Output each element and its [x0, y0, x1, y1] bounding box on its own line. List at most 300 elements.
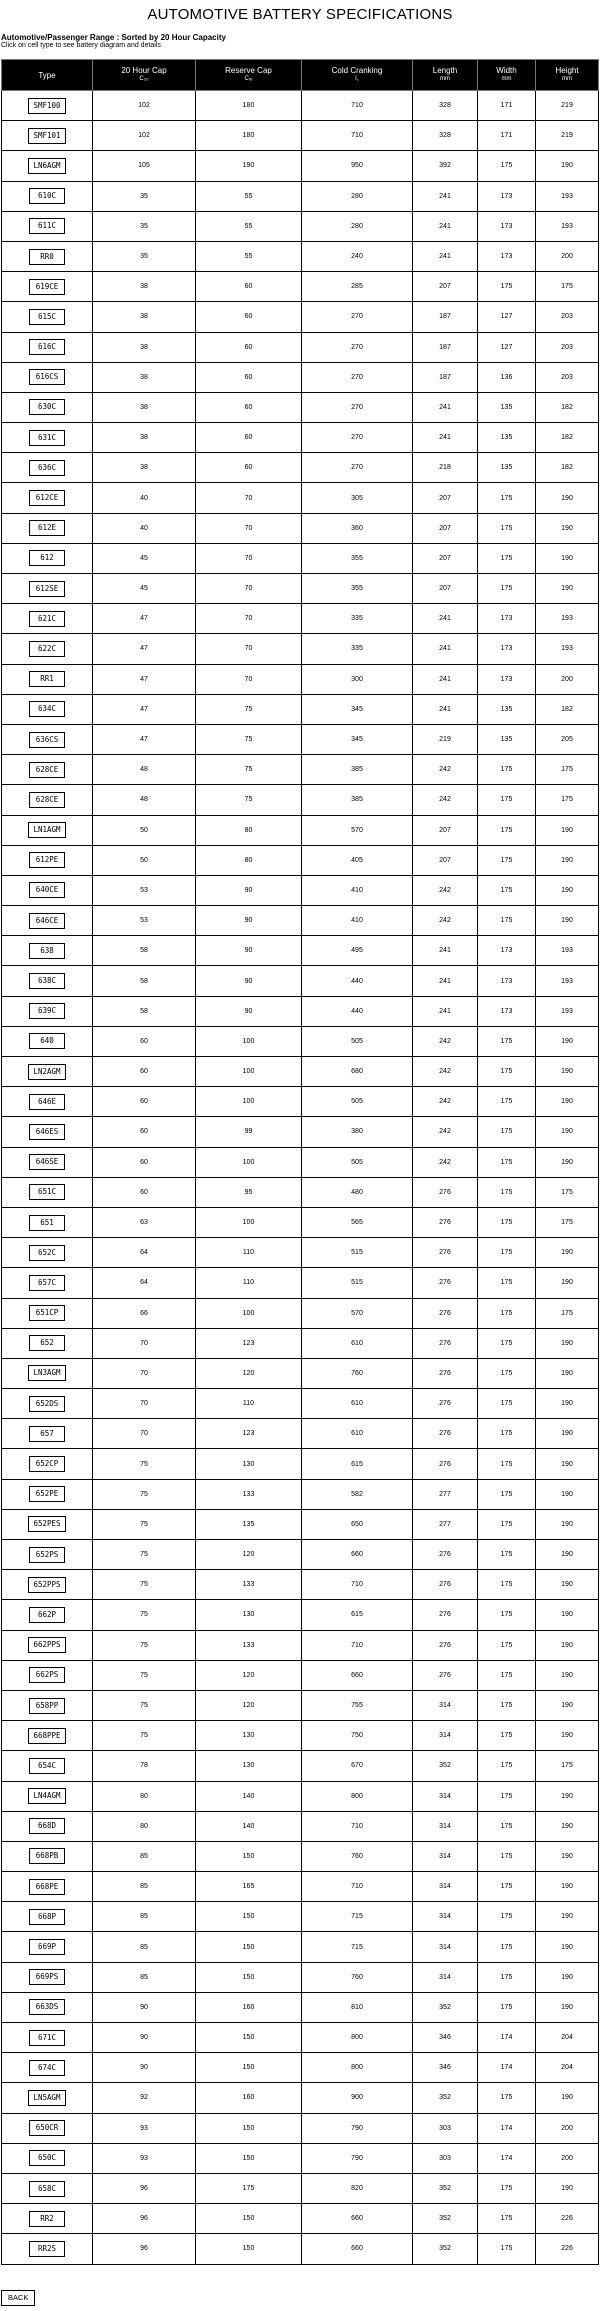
cell-capacity-20h: 85 — [93, 1902, 196, 1932]
cell-type — [2, 1660, 93, 1690]
cell-cold-cranking: 335 — [302, 634, 413, 664]
column-header-unit: C₂₀ — [139, 76, 149, 82]
cell-length: 314 — [413, 1721, 478, 1751]
battery-type-button[interactable]: 652DS — [29, 1396, 65, 1412]
cell-cold-cranking: 582 — [302, 1479, 413, 1509]
battery-type-button[interactable]: 671C — [29, 2030, 65, 2046]
cell-cold-cranking: 495 — [302, 936, 413, 966]
battery-type-button[interactable]: 612E — [29, 520, 65, 536]
table-row — [2, 1449, 599, 1479]
table-row — [2, 1057, 599, 1087]
table-row — [2, 664, 599, 694]
cell-type — [2, 1872, 93, 1902]
battery-type-button[interactable]: RR1 — [29, 671, 65, 687]
battery-type-button[interactable]: 612 — [29, 550, 65, 566]
cell-height: 190 — [536, 1841, 599, 1871]
battery-type-button[interactable]: 631C — [29, 430, 65, 446]
cell-reserve-cap: 60 — [196, 302, 302, 332]
table-row — [2, 1630, 599, 1660]
cell-type — [2, 1781, 93, 1811]
table-row — [2, 1389, 599, 1419]
battery-type-button[interactable]: 636C — [29, 460, 65, 476]
battery-type-button[interactable]: 652CP — [29, 1456, 65, 1472]
battery-type-button[interactable]: 610C — [29, 188, 65, 204]
cell-height: 190 — [536, 513, 599, 543]
table-row — [2, 1872, 599, 1902]
table-row — [2, 1117, 599, 1147]
cell-cold-cranking: 285 — [302, 272, 413, 302]
cell-length: 276 — [413, 1389, 478, 1419]
cell-length: 242 — [413, 785, 478, 815]
cell-capacity-20h: 35 — [93, 241, 196, 271]
cell-type — [2, 815, 93, 845]
cell-width: 175 — [478, 1147, 536, 1177]
cell-height: 200 — [536, 2143, 599, 2173]
cell-type — [2, 1509, 93, 1539]
cell-capacity-20h: 38 — [93, 332, 196, 362]
cell-height: 190 — [536, 845, 599, 875]
cell-height: 190 — [536, 875, 599, 905]
cell-cold-cranking: 565 — [302, 1207, 413, 1237]
cell-height: 190 — [536, 1540, 599, 1570]
cell-width: 175 — [478, 2083, 536, 2113]
cell-type — [2, 1932, 93, 1962]
battery-type-button[interactable]: 646ES — [29, 1124, 65, 1140]
cell-reserve-cap: 133 — [196, 1630, 302, 1660]
cell-cold-cranking: 385 — [302, 755, 413, 785]
battery-type-button[interactable]: 640CE — [29, 882, 65, 898]
cell-width: 175 — [478, 1962, 536, 1992]
cell-type — [2, 1902, 93, 1932]
cell-cold-cranking: 515 — [302, 1238, 413, 1268]
cell-cold-cranking: 270 — [302, 302, 413, 332]
cell-length: 352 — [413, 2173, 478, 2203]
cell-capacity-20h: 85 — [93, 1872, 196, 1902]
cell-capacity-20h: 63 — [93, 1207, 196, 1237]
table-row — [2, 1660, 599, 1690]
table-row — [2, 423, 599, 453]
cell-capacity-20h: 85 — [93, 1841, 196, 1871]
cell-reserve-cap: 133 — [196, 1479, 302, 1509]
table-row — [2, 1268, 599, 1298]
battery-type-button[interactable]: 652 — [29, 1335, 65, 1351]
table-row — [2, 694, 599, 724]
cell-cold-cranking: 240 — [302, 241, 413, 271]
battery-type-button[interactable]: 662P — [29, 1607, 65, 1623]
cell-length: 352 — [413, 1751, 478, 1781]
battery-type-button[interactable]: 663DS — [29, 1999, 65, 2015]
cell-cold-cranking: 755 — [302, 1690, 413, 1720]
cell-height: 190 — [536, 1630, 599, 1660]
cell-height: 190 — [536, 1419, 599, 1449]
battery-type-button[interactable]: 669PS — [29, 1969, 65, 1985]
cell-width: 175 — [478, 755, 536, 785]
column-header-length — [413, 60, 478, 91]
column-header-width — [478, 60, 536, 91]
battery-type-button[interactable]: 640 — [29, 1033, 65, 1049]
cell-reserve-cap: 95 — [196, 1177, 302, 1207]
cell-length: 241 — [413, 604, 478, 634]
battery-type-button[interactable]: 668P — [29, 1909, 65, 1925]
cell-width: 175 — [478, 272, 536, 302]
table-row — [2, 875, 599, 905]
cell-width: 175 — [478, 1600, 536, 1630]
cell-width: 171 — [478, 91, 536, 121]
battery-type-button[interactable]: 622C — [29, 641, 65, 657]
cell-cold-cranking: 710 — [302, 1872, 413, 1902]
cell-type — [2, 1358, 93, 1388]
battery-type-button[interactable]: 616C — [29, 339, 65, 355]
cell-height: 175 — [536, 785, 599, 815]
cell-capacity-20h: 70 — [93, 1358, 196, 1388]
cell-reserve-cap: 100 — [196, 1147, 302, 1177]
table-row — [2, 1902, 599, 1932]
cell-capacity-20h: 38 — [93, 362, 196, 392]
cell-cold-cranking: 610 — [302, 1419, 413, 1449]
battery-type-button[interactable]: 638 — [29, 943, 65, 959]
cell-reserve-cap: 60 — [196, 392, 302, 422]
battery-type-button[interactable]: 668PPE — [28, 1728, 65, 1744]
battery-type-button[interactable]: 612SE — [29, 581, 65, 597]
battery-type-button[interactable]: 646SE — [29, 1154, 65, 1170]
cell-capacity-20h: 48 — [93, 785, 196, 815]
cell-width: 173 — [478, 181, 536, 211]
column-header-label: Cold Cranking — [331, 66, 383, 75]
cell-width: 175 — [478, 906, 536, 936]
battery-type-button[interactable]: 651 — [29, 1215, 65, 1231]
cell-capacity-20h: 96 — [93, 2173, 196, 2203]
cell-width: 173 — [478, 634, 536, 664]
cell-cold-cranking: 715 — [302, 1902, 413, 1932]
battery-type-button[interactable]: 654C — [29, 1758, 65, 1774]
cell-reserve-cap: 133 — [196, 1570, 302, 1600]
cell-reserve-cap: 100 — [196, 1026, 302, 1056]
battery-type-button[interactable]: 611C — [29, 218, 65, 234]
cell-width: 175 — [478, 1117, 536, 1147]
battery-type-button[interactable]: RR2S — [29, 2241, 65, 2257]
table-row — [2, 211, 599, 241]
battery-type-button[interactable]: RR0 — [29, 249, 65, 265]
battery-type-button[interactable]: LN5AGM — [28, 2090, 65, 2106]
cell-type — [2, 755, 93, 785]
table-row — [2, 1087, 599, 1117]
cell-width: 175 — [478, 1026, 536, 1056]
cell-type — [2, 724, 93, 754]
cell-length: 277 — [413, 1479, 478, 1509]
battery-type-button[interactable]: 651CP — [29, 1305, 65, 1321]
cell-length: 346 — [413, 2023, 478, 2053]
cell-length: 207 — [413, 483, 478, 513]
battery-type-button[interactable]: 651C — [29, 1184, 65, 1200]
battery-type-button[interactable]: 668D — [29, 1818, 65, 1834]
cell-type — [2, 483, 93, 513]
cell-type — [2, 272, 93, 302]
cell-capacity-20h: 38 — [93, 453, 196, 483]
cell-length: 187 — [413, 302, 478, 332]
battery-type-button[interactable]: 652PE — [29, 1486, 65, 1502]
cell-reserve-cap: 130 — [196, 1600, 302, 1630]
cell-width: 175 — [478, 543, 536, 573]
cell-cold-cranking: 570 — [302, 815, 413, 845]
cell-width: 174 — [478, 2143, 536, 2173]
battery-type-button[interactable]: 668PB — [29, 1848, 65, 1864]
cell-cold-cranking: 345 — [302, 694, 413, 724]
cell-height: 200 — [536, 241, 599, 271]
cell-type — [2, 1992, 93, 2022]
table-row — [2, 755, 599, 785]
battery-type-button[interactable]: 628CE — [29, 762, 65, 778]
battery-type-button[interactable]: 652PES — [28, 1516, 65, 1532]
battery-type-button[interactable]: 612CE — [29, 490, 65, 506]
table-row — [2, 241, 599, 271]
cell-height: 190 — [536, 1026, 599, 1056]
cell-cold-cranking: 480 — [302, 1177, 413, 1207]
cell-capacity-20h: 50 — [93, 845, 196, 875]
cell-type — [2, 845, 93, 875]
battery-type-button[interactable]: 657 — [29, 1426, 65, 1442]
column-header-label: Width — [496, 66, 517, 75]
cell-length: 207 — [413, 845, 478, 875]
cell-length: 392 — [413, 151, 478, 181]
battery-type-button[interactable]: 636CS — [29, 732, 65, 748]
cell-reserve-cap: 90 — [196, 996, 302, 1026]
cell-reserve-cap: 150 — [196, 1962, 302, 1992]
cell-height: 190 — [536, 1962, 599, 1992]
cell-height: 203 — [536, 362, 599, 392]
cell-type — [2, 1177, 93, 1207]
cell-type — [2, 392, 93, 422]
cell-length: 277 — [413, 1509, 478, 1539]
table-row — [2, 362, 599, 392]
cell-length: 207 — [413, 272, 478, 302]
cell-reserve-cap: 120 — [196, 1690, 302, 1720]
cell-type — [2, 1811, 93, 1841]
battery-type-button[interactable]: 652PS — [29, 1547, 65, 1563]
cell-capacity-20h: 40 — [93, 483, 196, 513]
battery-type-button[interactable]: 646CE — [29, 913, 65, 929]
cell-height: 190 — [536, 1509, 599, 1539]
cell-height: 204 — [536, 2023, 599, 2053]
cell-capacity-20h: 47 — [93, 634, 196, 664]
battery-type-button[interactable]: RR2 — [29, 2211, 65, 2227]
cell-capacity-20h: 38 — [93, 392, 196, 422]
table-row — [2, 121, 599, 151]
cell-reserve-cap: 75 — [196, 694, 302, 724]
cell-length: 276 — [413, 1630, 478, 1660]
cell-width: 175 — [478, 1268, 536, 1298]
table-row — [2, 2083, 599, 2113]
cell-capacity-20h: 60 — [93, 1026, 196, 1056]
cell-width: 175 — [478, 1872, 536, 1902]
cell-type — [2, 2053, 93, 2083]
battery-type-button[interactable]: 638C — [29, 973, 65, 989]
cell-capacity-20h: 105 — [93, 151, 196, 181]
cell-reserve-cap: 99 — [196, 1117, 302, 1147]
cell-length: 352 — [413, 2234, 478, 2264]
cell-width: 175 — [478, 1207, 536, 1237]
cell-length: 303 — [413, 2143, 478, 2173]
cell-length: 314 — [413, 1811, 478, 1841]
table-row — [2, 1841, 599, 1871]
cell-width: 175 — [478, 1630, 536, 1660]
cell-type — [2, 1268, 93, 1298]
cell-type — [2, 1389, 93, 1419]
cell-height: 200 — [536, 664, 599, 694]
cell-width: 175 — [478, 2173, 536, 2203]
cell-capacity-20h: 75 — [93, 1540, 196, 1570]
table-row — [2, 1026, 599, 1056]
cell-height: 226 — [536, 2204, 599, 2234]
cell-reserve-cap: 80 — [196, 845, 302, 875]
cell-length: 242 — [413, 1147, 478, 1177]
battery-type-button[interactable]: 652C — [29, 1245, 65, 1261]
cell-reserve-cap: 70 — [196, 483, 302, 513]
cell-cold-cranking: 505 — [302, 1147, 413, 1177]
cell-length: 276 — [413, 1177, 478, 1207]
battery-type-button[interactable]: 658PP — [29, 1698, 65, 1714]
battery-type-button[interactable]: LN4AGM — [28, 1788, 65, 1804]
cell-reserve-cap: 70 — [196, 574, 302, 604]
battery-type-button[interactable]: 668PE — [29, 1879, 65, 1895]
cell-cold-cranking: 270 — [302, 453, 413, 483]
cell-type — [2, 2204, 93, 2234]
battery-type-button[interactable]: 628CE — [29, 792, 65, 808]
table-row — [2, 724, 599, 754]
cell-type — [2, 2143, 93, 2173]
cell-length: 314 — [413, 1781, 478, 1811]
cell-type — [2, 785, 93, 815]
battery-type-button[interactable]: 657C — [29, 1275, 65, 1291]
cell-type — [2, 241, 93, 271]
cell-height: 190 — [536, 1721, 599, 1751]
cell-height: 175 — [536, 1207, 599, 1237]
cell-cold-cranking: 790 — [302, 2143, 413, 2173]
cell-width: 175 — [478, 151, 536, 181]
cell-width: 175 — [478, 1057, 536, 1087]
table-row — [2, 996, 599, 1026]
cell-reserve-cap: 55 — [196, 211, 302, 241]
cell-height: 175 — [536, 1751, 599, 1781]
battery-type-button[interactable]: 652PPS — [28, 1577, 65, 1593]
cell-cold-cranking: 710 — [302, 91, 413, 121]
battery-type-button[interactable]: 662PPS — [28, 1637, 65, 1653]
battery-type-button[interactable]: 630C — [29, 399, 65, 415]
battery-type-button[interactable]: SMF100 — [28, 98, 65, 114]
battery-type-button[interactable]: 650CR — [29, 2120, 65, 2136]
battery-type-button[interactable]: 658C — [29, 2181, 65, 2197]
cell-capacity-20h: 78 — [93, 1751, 196, 1781]
cell-type — [2, 1600, 93, 1630]
cell-type — [2, 1540, 93, 1570]
cell-cold-cranking: 710 — [302, 1630, 413, 1660]
cell-width: 175 — [478, 1238, 536, 1268]
cell-cold-cranking: 355 — [302, 574, 413, 604]
cell-cold-cranking: 760 — [302, 1841, 413, 1871]
battery-type-button[interactable]: 615C — [29, 309, 65, 325]
battery-type-button[interactable]: LN1AGM — [28, 822, 65, 838]
cell-length: 276 — [413, 1540, 478, 1570]
back-button[interactable]: BACK — [1, 2290, 35, 2306]
cell-height: 190 — [536, 1449, 599, 1479]
cell-height: 190 — [536, 1781, 599, 1811]
battery-type-button[interactable]: 616CS — [29, 369, 65, 385]
cell-capacity-20h: 102 — [93, 91, 196, 121]
cell-width: 175 — [478, 2204, 536, 2234]
battery-type-button[interactable]: SMF101 — [28, 128, 65, 144]
table-row — [2, 332, 599, 362]
cell-width: 175 — [478, 1358, 536, 1388]
battery-type-button[interactable]: 669P — [29, 1939, 65, 1955]
cell-height: 219 — [536, 91, 599, 121]
cell-height: 205 — [536, 724, 599, 754]
cell-width: 135 — [478, 392, 536, 422]
cell-capacity-20h: 40 — [93, 513, 196, 543]
table-row — [2, 1721, 599, 1751]
battery-type-button[interactable]: 612PE — [29, 852, 65, 868]
cell-length: 352 — [413, 1992, 478, 2022]
cell-width: 175 — [478, 1992, 536, 2022]
battery-type-button[interactable]: 621C — [29, 611, 65, 627]
cell-type — [2, 543, 93, 573]
cell-length: 241 — [413, 181, 478, 211]
cell-capacity-20h: 47 — [93, 664, 196, 694]
page-subtitle: Automotive/Passenger Range : Sorted by 20 Hour Capacity — [1, 33, 226, 42]
cell-capacity-20h: 96 — [93, 2234, 196, 2264]
battery-type-button[interactable]: 662PS — [29, 1667, 65, 1683]
cell-cold-cranking: 800 — [302, 2023, 413, 2053]
table-row — [2, 815, 599, 845]
column-header-label: Reserve Cap — [225, 66, 272, 75]
cell-capacity-20h: 75 — [93, 1479, 196, 1509]
cell-reserve-cap: 120 — [196, 1660, 302, 1690]
cell-reserve-cap: 150 — [196, 2234, 302, 2264]
cell-length: 276 — [413, 1449, 478, 1479]
cell-height: 190 — [536, 1872, 599, 1902]
table-row — [2, 1238, 599, 1268]
battery-type-button[interactable]: 646E — [29, 1094, 65, 1110]
cell-type — [2, 1419, 93, 1449]
cell-reserve-cap: 150 — [196, 1932, 302, 1962]
battery-type-button[interactable]: LN3AGM — [28, 1365, 65, 1381]
battery-specs-table — [1, 59, 599, 2265]
battery-type-button[interactable]: LN2AGM — [28, 1064, 65, 1080]
table-row — [2, 453, 599, 483]
cell-cold-cranking: 335 — [302, 604, 413, 634]
cell-reserve-cap: 70 — [196, 664, 302, 694]
cell-cold-cranking: 385 — [302, 785, 413, 815]
battery-type-button[interactable]: LN6AGM — [28, 158, 65, 174]
cell-length: 346 — [413, 2053, 478, 2083]
cell-type — [2, 574, 93, 604]
battery-type-button[interactable]: 634C — [29, 701, 65, 717]
cell-cold-cranking: 270 — [302, 392, 413, 422]
table-row — [2, 1992, 599, 2022]
cell-height: 182 — [536, 453, 599, 483]
battery-type-button[interactable]: 674C — [29, 2060, 65, 2076]
cell-type — [2, 1298, 93, 1328]
cell-height: 190 — [536, 1932, 599, 1962]
cell-length: 242 — [413, 1117, 478, 1147]
cell-reserve-cap: 60 — [196, 423, 302, 453]
battery-type-button[interactable]: 619CE — [29, 279, 65, 295]
cell-capacity-20h: 60 — [93, 1147, 196, 1177]
table-row — [2, 1298, 599, 1328]
column-header-cold-cranking — [302, 60, 413, 91]
battery-type-button[interactable]: 639C — [29, 1003, 65, 1019]
table-row — [2, 2204, 599, 2234]
cell-cold-cranking: 710 — [302, 121, 413, 151]
battery-type-button[interactable]: 650C — [29, 2150, 65, 2166]
